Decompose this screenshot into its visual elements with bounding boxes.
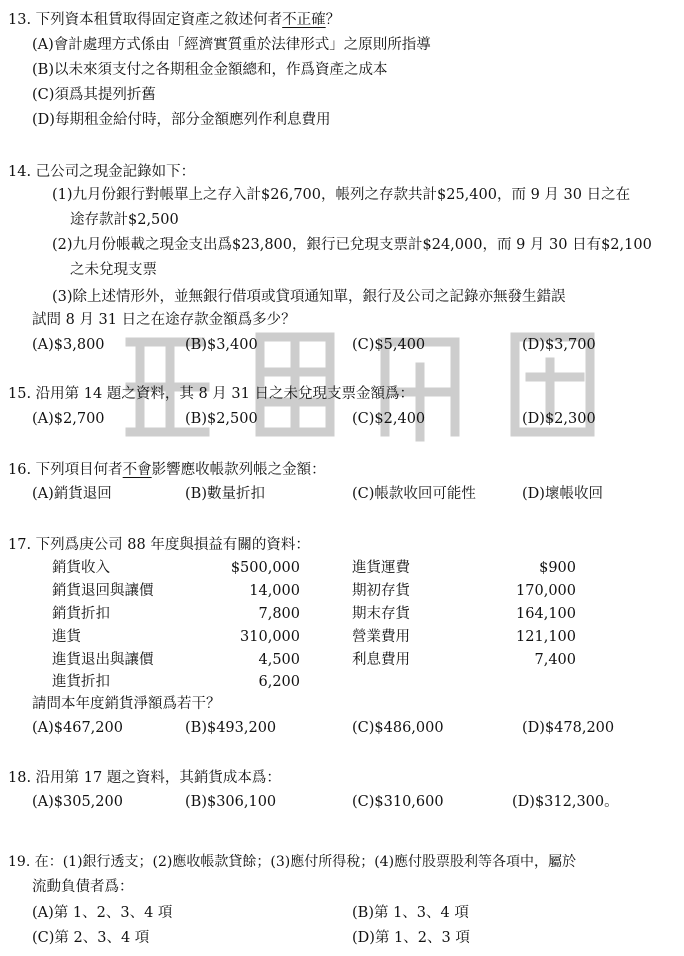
q13-stem-prefix: 13. 下列資本租賃取得固定資產之敘述何者 xyxy=(8,12,283,28)
q16-stem xyxy=(8,460,326,480)
q17-option-d: (D)$478,200 xyxy=(522,720,615,736)
q15-option-c: (C)$2,400 xyxy=(352,411,426,427)
q15-stem: 15. 沿用第 14 題之資料，其 8 月 31 日之未兌現支票金額爲： xyxy=(8,386,414,402)
q14-stem: 14. 己公司之現金記錄如下： xyxy=(8,164,196,180)
q13-option-b: (B)以未來須支付之各期租金金額總和，作爲資產之成本 xyxy=(32,62,388,78)
q13-stem-emphasis: 不正確 xyxy=(282,12,326,28)
q16-stem-prefix: 16. 下列項目何者 xyxy=(8,462,123,478)
q19-option-d: (D)第 1、2、3 項 xyxy=(352,930,470,946)
q17-left-label-4: 進貨 xyxy=(52,629,81,645)
q17-left-value-4: 310,000 xyxy=(240,629,300,645)
q16-option-b: (B)數量折扣 xyxy=(185,486,265,502)
q17-left-value-3: 7,800 xyxy=(258,606,300,622)
q15-option-d: (D)$2,300 xyxy=(522,411,596,427)
q19-option-a: (A)第 1、2、3、4 項 xyxy=(32,905,173,921)
q18-option-c: (C)$310,600 xyxy=(352,794,444,810)
q14-item-2: (2)九月份帳載之現金支出爲$23,800，銀行已兌現支票計$24,000，而 9 月 30 日有$2,100 xyxy=(52,237,652,253)
q18-stem: 18. 沿用第 17 題之資料，其銷貨成本爲： xyxy=(8,770,281,786)
q14-item-1: (1)九月份銀行對帳單上之存入計$26,700，帳列之存款共計$25,400，而 9 月 30 日之在 xyxy=(52,187,631,203)
q17-right-value-4: 121,100 xyxy=(516,629,576,645)
q16-stem-suffix: 影響應收帳款列帳之金額： xyxy=(151,462,326,478)
q17-left-value-2: 14,000 xyxy=(249,583,300,599)
q19-option-b: (B)第 1、3、4 項 xyxy=(352,905,469,921)
q18-option-d: (D)$312,300。 xyxy=(512,794,619,810)
q16-stem-emphasis: 不會 xyxy=(122,462,152,478)
q13-option-d: (D)每期租金給付時，部分金額應列作利息費用 xyxy=(32,112,331,128)
q17-left-label-3: 銷貨折扣 xyxy=(52,606,110,622)
q19-stem-line-1: 19. 在：(1)銀行透支；(2)應收帳款貸餘；(3)應付所得稅；(4)應付股票股利等各項中，屬於 xyxy=(8,854,577,870)
q16-option-c: (C)帳款收回可能性 xyxy=(352,486,476,502)
q17-right-label-5: 利息費用 xyxy=(352,652,410,668)
q19-option-c: (C)第 2、3、4 項 xyxy=(32,930,150,946)
q15-option-a: (A)$2,700 xyxy=(32,411,105,427)
q14-question: 試問 8 月 31 日之在途存款金額爲多少？ xyxy=(32,312,296,328)
q14-item-3: (3)除上述情形外，並無銀行借項或貸項通知單，銀行及公司之記錄亦無發生錯誤 xyxy=(52,289,566,305)
q17-right-value-2: 170,000 xyxy=(516,583,576,599)
q19-stem-line-2: 流動負債者爲： xyxy=(32,879,134,895)
q17-right-value-3: 164,100 xyxy=(516,606,576,622)
q17-left-label-2: 銷貨退回與讓價 xyxy=(52,583,154,599)
q17-option-a: (A)$467,200 xyxy=(32,720,123,736)
q18-option-b: (B)$306,100 xyxy=(185,794,277,810)
q17-right-value-1: $900 xyxy=(539,560,576,576)
q16-option-a: (A)銷貨退回 xyxy=(32,486,112,502)
q17-right-label-2: 期初存貨 xyxy=(352,583,410,599)
q17-right-value-5: 7,400 xyxy=(534,652,576,668)
q13-stem-suffix: ？ xyxy=(325,12,341,28)
q13-option-a: (A)會計處理方式係由「經濟實質重於法律形式」之原則所指導 xyxy=(32,37,431,53)
q17-option-b: (B)$493,200 xyxy=(185,720,277,736)
q14-item-1-cont: 途存款計$2,500 xyxy=(70,212,179,228)
q14-option-b: (B)$3,400 xyxy=(185,337,258,353)
q17-left-value-6: 6,200 xyxy=(258,674,300,690)
q15-option-b: (B)$2,500 xyxy=(185,411,258,427)
q13-stem xyxy=(8,10,340,30)
q17-left-label-6: 進貨折扣 xyxy=(52,674,110,690)
q17-left-label-1: 銷貨收入 xyxy=(52,560,110,576)
q17-question: 請問本年度銷貨淨額爲若干？ xyxy=(32,696,221,712)
q17-right-label-1: 進貨運費 xyxy=(352,560,410,576)
q17-left-value-5: 4,500 xyxy=(258,652,300,668)
q18-option-a: (A)$305,200 xyxy=(32,794,123,810)
q17-left-label-5: 進貨退出與讓價 xyxy=(52,652,154,668)
q17-left-value-1: $500,000 xyxy=(230,560,300,576)
q16-option-d: (D)壞帳收回 xyxy=(522,486,603,502)
q17-right-label-4: 營業費用 xyxy=(352,629,410,645)
q17-stem: 17. 下列爲庚公司 88 年度與損益有關的資料： xyxy=(8,537,310,553)
q17-right-label-3: 期末存貨 xyxy=(352,606,410,622)
q17-option-c: (C)$486,000 xyxy=(352,720,444,736)
q14-option-c: (C)$5,400 xyxy=(352,337,426,353)
q14-option-d: (D)$3,700 xyxy=(522,337,596,353)
q14-item-2-cont: 之未兌現支票 xyxy=(70,262,157,278)
q14-option-a: (A)$3,800 xyxy=(32,337,105,353)
q13-option-c: (C)須爲其提列折舊 xyxy=(32,87,156,103)
